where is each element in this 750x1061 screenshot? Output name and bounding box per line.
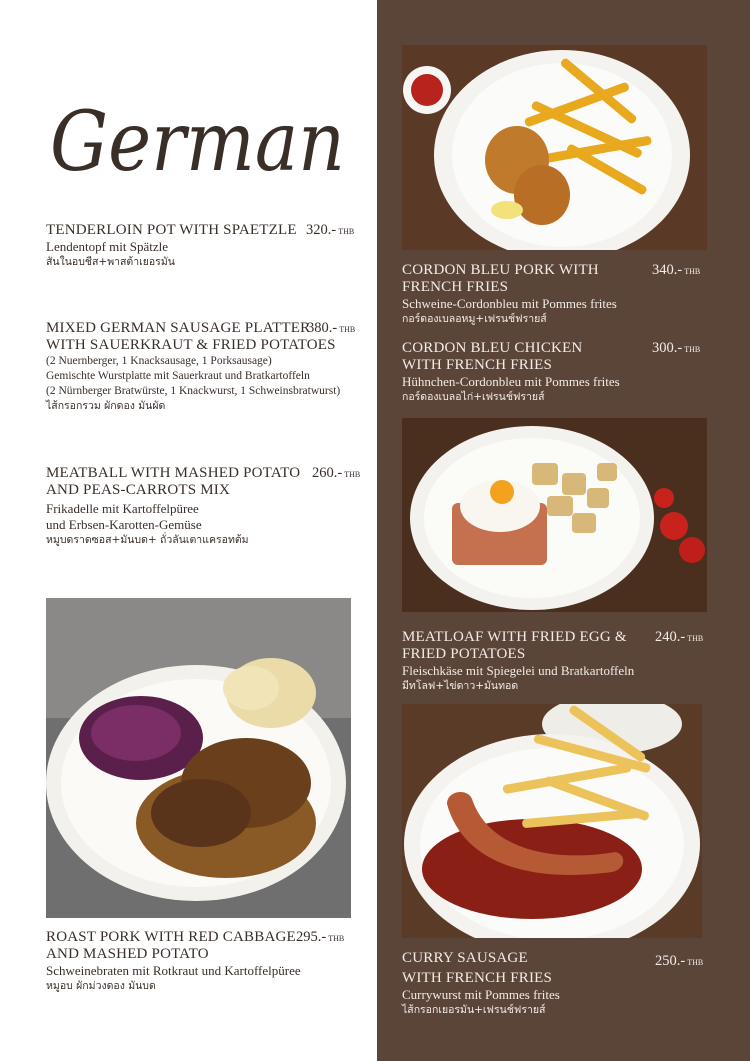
- item-german: Schweinebraten mit Rotkraut und Kartoffelpüree: [46, 963, 301, 978]
- item-thai: ไส้กรอกเยอรมัน+เฟรนช์ฟรายส์: [402, 1004, 546, 1016]
- item-price: 300.- THB: [652, 340, 701, 356]
- item-thai: สันในอบชีส+พาสต้าเยอรมัน: [46, 256, 175, 268]
- menu-item-meatloaf: [402, 629, 732, 693]
- item-name-line-2: AND PEAS-CARROTS MIX: [46, 482, 231, 498]
- menu-title: [50, 82, 350, 192]
- item-name: TENDERLOIN POT WITH SPAETZLE: [46, 222, 297, 238]
- item-name-line-2: WITH SAUERKRAUT & FRIED POTATOES: [46, 337, 336, 353]
- menu-item-mixed-sausage-platter: [46, 320, 376, 413]
- item-german: Schweine-Cordonbleu mit Pommes frites: [402, 296, 617, 311]
- item-thai: กอร์ดองเบลอหมู+เฟรนช์ฟรายส์: [402, 313, 547, 325]
- menu-item-roast-pork: [46, 929, 366, 993]
- item-thai: มีทโลฟ+ไข่ดาว+มันทอด: [402, 680, 519, 692]
- item-german-line-2: und Erbsen-Karotten-Gemüse: [46, 517, 202, 532]
- item-thai: หมูอบ ผักม่วงดอง มันบด: [46, 980, 156, 992]
- meatloaf-photo: [402, 418, 707, 612]
- item-name-line-1: MEATLOAF WITH FRIED EGG &: [402, 629, 627, 645]
- item-name-line-2: FRIED POTATOES: [402, 646, 526, 662]
- item-note: (2 Nuernberger, 1 Knacksausage, 1 Porksausage): [46, 355, 272, 367]
- item-price: 295.- THB: [296, 929, 345, 945]
- cordon-bleu-photo: [402, 45, 707, 250]
- item-thai: ไส้กรอกรวม ผักดอง มันผัด: [46, 400, 166, 412]
- roast-pork-photo: [46, 598, 351, 918]
- item-thai: หมูบดราดซอส+มันบด+ ถั่วลันเตาแครอทต้ม: [46, 534, 249, 546]
- item-german: Fleischkäse mit Spiegelei und Bratkartoffeln: [402, 663, 635, 678]
- svg-text:German: German: [50, 95, 345, 190]
- item-note: (2 Nürnberger Bratwürste, 1 Knackwurst, 1 Schweinsbratwurst): [46, 385, 341, 397]
- item-name-line-2: AND MASHED POTATO: [46, 946, 209, 962]
- item-price: 260.- THB: [312, 465, 361, 481]
- item-thai: กอร์ดองเบลอไก่+เฟรนช์ฟรายส์: [402, 391, 545, 403]
- menu-item-tenderloin-pot: [46, 222, 366, 269]
- item-name-line-2: WITH FRENCH FRIES: [402, 970, 553, 986]
- item-name-line-2: FRENCH FRIES: [402, 279, 509, 295]
- item-german: Currywurst mit Pommes frites: [402, 987, 560, 1002]
- item-name-line-1: CURRY SAUSAGE: [402, 950, 528, 966]
- item-name-line-1: ROAST PORK WITH RED CABBAGE: [46, 929, 296, 945]
- item-price: 340.- THB: [652, 262, 701, 278]
- menu-item-cordon-bleu-chicken: [402, 340, 732, 404]
- curry-sausage-photo: [402, 704, 702, 938]
- item-name-line-1: MEATBALL WITH MASHED POTATO: [46, 465, 301, 481]
- menu-item-meatball: [46, 465, 376, 547]
- item-name-line-1: CORDON BLEU CHICKEN: [402, 340, 583, 356]
- item-name-line-1: CORDON BLEU PORK WITH: [402, 262, 599, 278]
- item-price: 320.- THB: [306, 222, 355, 238]
- item-price: 250.- THB: [655, 953, 704, 969]
- item-name-line-1: MIXED GERMAN SAUSAGE PLATTER: [46, 320, 311, 336]
- item-german-line-1: Frikadelle mit Kartoffelpüree: [46, 501, 199, 516]
- item-name-line-2: WITH FRENCH FRIES: [402, 357, 553, 373]
- item-price: 240.- THB: [655, 629, 704, 645]
- item-german: Lendentopf mit Spätzle: [46, 239, 169, 254]
- menu-item-curry-sausage: [402, 950, 732, 1017]
- menu-item-cordon-bleu-pork: [402, 262, 732, 326]
- item-german: Gemischte Wurstplatte mit Sauerkraut und Bratkartoffeln: [46, 370, 310, 382]
- item-price: 380.- THB: [307, 320, 356, 336]
- item-german: Hühnchen-Cordonbleu mit Pommes frites: [402, 374, 620, 389]
